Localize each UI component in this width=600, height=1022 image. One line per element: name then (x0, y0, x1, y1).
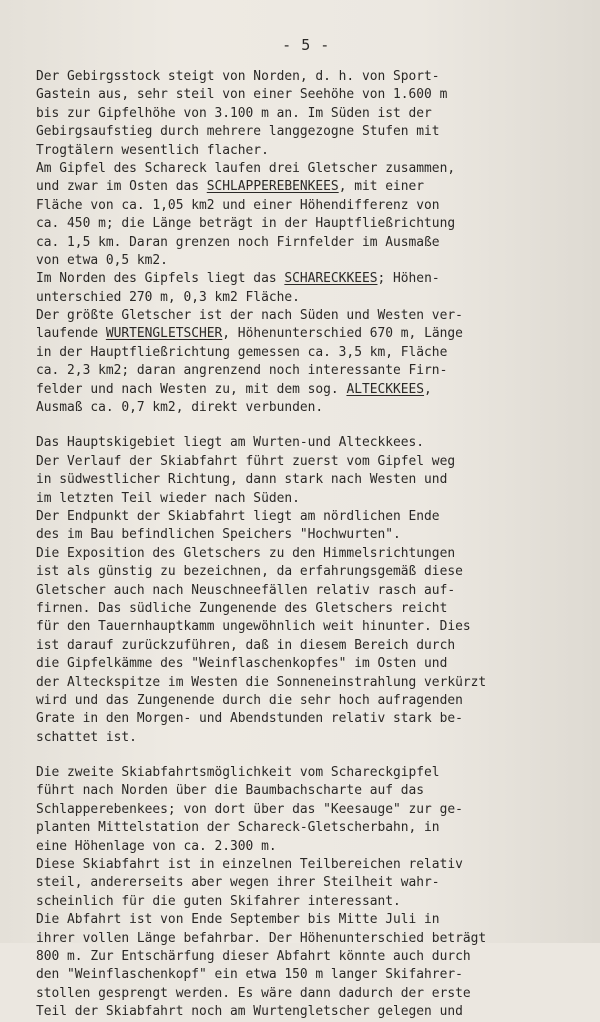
text-segment: 800 m. Zur Entschärfung dieser Abfahrt könnte auch durch (36, 948, 471, 964)
text-segment: in südwestlicher Richtung, dann stark nach Westen und (36, 472, 448, 488)
text-segment: Die Exposition des Gletschers zu den Himmelsrichtungen (36, 545, 456, 561)
text-line (36, 453, 596, 471)
text-line (36, 801, 596, 819)
text-line (36, 160, 596, 178)
text-segment: Ausmaß ca. 0,7 km2, direkt verbunden. (36, 400, 324, 416)
text-line (36, 252, 596, 270)
text-segment: schattet ist. (36, 729, 137, 745)
text-line (36, 710, 596, 728)
text-line (36, 674, 596, 692)
page-number: - 5 - (282, 36, 330, 54)
text-segment: Trogtälern wesentlich flacher. (36, 142, 269, 158)
text-line (36, 197, 596, 215)
text-segment: , mit einer (338, 179, 425, 195)
text-segment: von etwa 0,5 km2. (36, 252, 168, 268)
text-line (36, 966, 596, 984)
text-line (36, 471, 596, 489)
text-segment: ca. 1,5 km. Daran grenzen noch Firnfelder im Ausmaße (36, 234, 440, 250)
text-segment: bis zur Gipfelhöhe von 3.100 m an. Im Süden ist der (36, 105, 432, 121)
text-line (36, 270, 596, 288)
text-segment: Die Abfahrt ist von Ende September bis Mitte Juli in (36, 912, 440, 928)
text-line (36, 68, 596, 86)
text-line (36, 1003, 596, 1021)
text-line (36, 729, 596, 747)
text-line (36, 234, 596, 252)
text-segment: in der Hauptfließrichtung gemessen ca. 3,5 km, Fläche (36, 344, 448, 360)
text-line (36, 874, 596, 892)
text-segment: eine Höhenlage von ca. 2.300 m. (36, 838, 277, 854)
text-line (36, 434, 596, 452)
glacier-name: SCHARECKKEES (284, 271, 378, 287)
text-segment: und zwar im Osten das (36, 179, 207, 195)
text-line (36, 123, 596, 141)
text-line (36, 362, 596, 380)
text-line (36, 563, 596, 581)
text-segment: planten Mittelstation der Schareck-Gletscherbahn, in (36, 820, 440, 836)
text-segment: ihrer vollen Länge befahrbar. Der Höhenunterschied beträgt (36, 930, 487, 946)
text-segment: stollen gesprengt werden. Es wäre dann dadurch der erste (36, 985, 471, 1001)
text-line (36, 637, 596, 655)
text-line (36, 582, 596, 600)
text-segment: Teil der Skiabfahrt noch am Wurtengletscher gelegen und (36, 1004, 463, 1020)
text-line (36, 142, 596, 160)
text-line (36, 764, 596, 782)
text-line (36, 893, 596, 911)
text-segment: Im Norden des Gipfels liegt das (36, 271, 285, 287)
text-line (36, 985, 596, 1003)
text-line (36, 911, 596, 929)
glacier-name: SCHLAPPEREBENKEES (206, 179, 339, 195)
text-segment: Die zweite Skiabfahrtsmöglichkeit vom Schareckgipfel (36, 765, 440, 781)
text-segment: der Alteckspitze im Westen die Sonneneinstrahlung verkürzt (36, 674, 487, 690)
paragraph-gap (36, 417, 596, 434)
text-segment: steil, andererseits aber wegen ihrer Steilheit wahr- (36, 875, 440, 891)
text-line (36, 692, 596, 710)
text-segment: Das Hauptskigebiet liegt am Wurten-und Alteckkees. (36, 435, 425, 451)
text-segment: Der Verlauf der Skiabfahrt führt zuerst vom Gipfel weg (36, 453, 456, 469)
text-line (36, 856, 596, 874)
text-line (36, 307, 596, 325)
text-segment: Schlapperebenkees; von dort über das "Keesauge" zur ge- (36, 801, 463, 817)
text-line (36, 86, 596, 104)
text-line (36, 782, 596, 800)
glacier-name: ALTECKKEES (346, 381, 425, 397)
text-segment: ca. 2,3 km2; daran angrenzend noch interessante Firn- (36, 363, 448, 379)
text-segment: wird und das Zungenende durch die sehr hoch aufragenden (36, 692, 463, 708)
text-line (36, 490, 596, 508)
text-line (36, 618, 596, 636)
text-segment: laufende (36, 326, 106, 342)
text-line (36, 545, 596, 563)
text-line (36, 930, 596, 948)
text-line (36, 655, 596, 673)
text-segment: unterschied 270 m, 0,3 km2 Fläche. (36, 289, 300, 305)
text-segment: ist darauf zurückzuführen, daß in diesem Bereich durch (36, 637, 456, 653)
text-segment: Der Endpunkt der Skiabfahrt liegt am nördlichen Ende (36, 508, 440, 524)
text-line (36, 600, 596, 618)
text-segment: führt nach Norden über die Baumbachscharte auf das (36, 783, 425, 799)
paragraph-gap (36, 747, 596, 764)
text-segment: Gletscher auch nach Neuschneefällen relativ rasch auf- (36, 582, 456, 598)
text-line (36, 399, 596, 417)
text-segment: Fläche von ca. 1,05 km2 und einer Höhendifferenz von (36, 197, 440, 213)
text-line (36, 344, 596, 362)
text-segment: , (424, 381, 432, 397)
text-line (36, 838, 596, 856)
text-segment: für den Tauernhauptkamm ungewöhnlich weit hinunter. Dies (36, 619, 471, 635)
text-segment: Der Gebirgsstock steigt von Norden, d. h. von Sport- (36, 69, 440, 84)
text-segment: Am Gipfel des Schareck laufen drei Gletscher zusammen, (36, 160, 456, 176)
paragraph (36, 68, 596, 417)
text-segment: im letzten Teil wieder nach Süden. (36, 490, 300, 506)
text-segment: des im Bau befindlichen Speichers "Hochwurten". (36, 527, 401, 543)
paragraph (36, 434, 596, 747)
text-line (36, 178, 596, 196)
text-segment: die Gipfelkämme des "Weinflaschenkopfes" im Osten und (36, 656, 448, 672)
text-line (36, 508, 596, 526)
text-segment: firnen. Das südliche Zungenende des Gletschers reicht (36, 600, 448, 616)
text-segment: Der größte Gletscher ist der nach Süden und Westen ver- (36, 308, 463, 324)
text-segment: scheinlich für die guten Skifahrer interessant. (36, 893, 401, 909)
paragraph (36, 764, 596, 1021)
text-segment: Diese Skiabfahrt ist in einzelnen Teilbereichen relativ (36, 857, 463, 873)
text-segment: ; Höhen- (377, 271, 440, 287)
text-segment: den "Weinflaschenkopf" ein etwa 150 m langer Skifahrer- (36, 967, 463, 983)
text-line (36, 105, 596, 123)
text-segment: , Höhenunterschied 670 m, Länge (222, 326, 463, 342)
text-segment: ist als günstig zu bezeichnen, da erfahrungsgemäß diese (36, 564, 463, 580)
text-line (36, 819, 596, 837)
text-segment: ca. 450 m; die Länge beträgt in der Hauptfließrichtung (36, 216, 456, 232)
text-line (36, 526, 596, 544)
text-segment: Grate in den Morgen- und Abendstunden relativ stark be- (36, 711, 463, 727)
document-body (36, 68, 596, 1022)
text-line (36, 215, 596, 233)
text-segment: Gastein aus, sehr steil von einer Seehöhe von 1.600 m (36, 87, 448, 103)
glacier-name: WURTENGLETSCHER (105, 326, 223, 342)
text-segment: Gebirgsaufstieg durch mehrere langgezogne Stufen mit (36, 124, 440, 140)
text-segment: felder und nach Westen zu, mit dem sog. (36, 381, 347, 397)
text-line (36, 948, 596, 966)
text-line (36, 381, 596, 399)
text-line (36, 289, 596, 307)
text-line (36, 325, 596, 343)
